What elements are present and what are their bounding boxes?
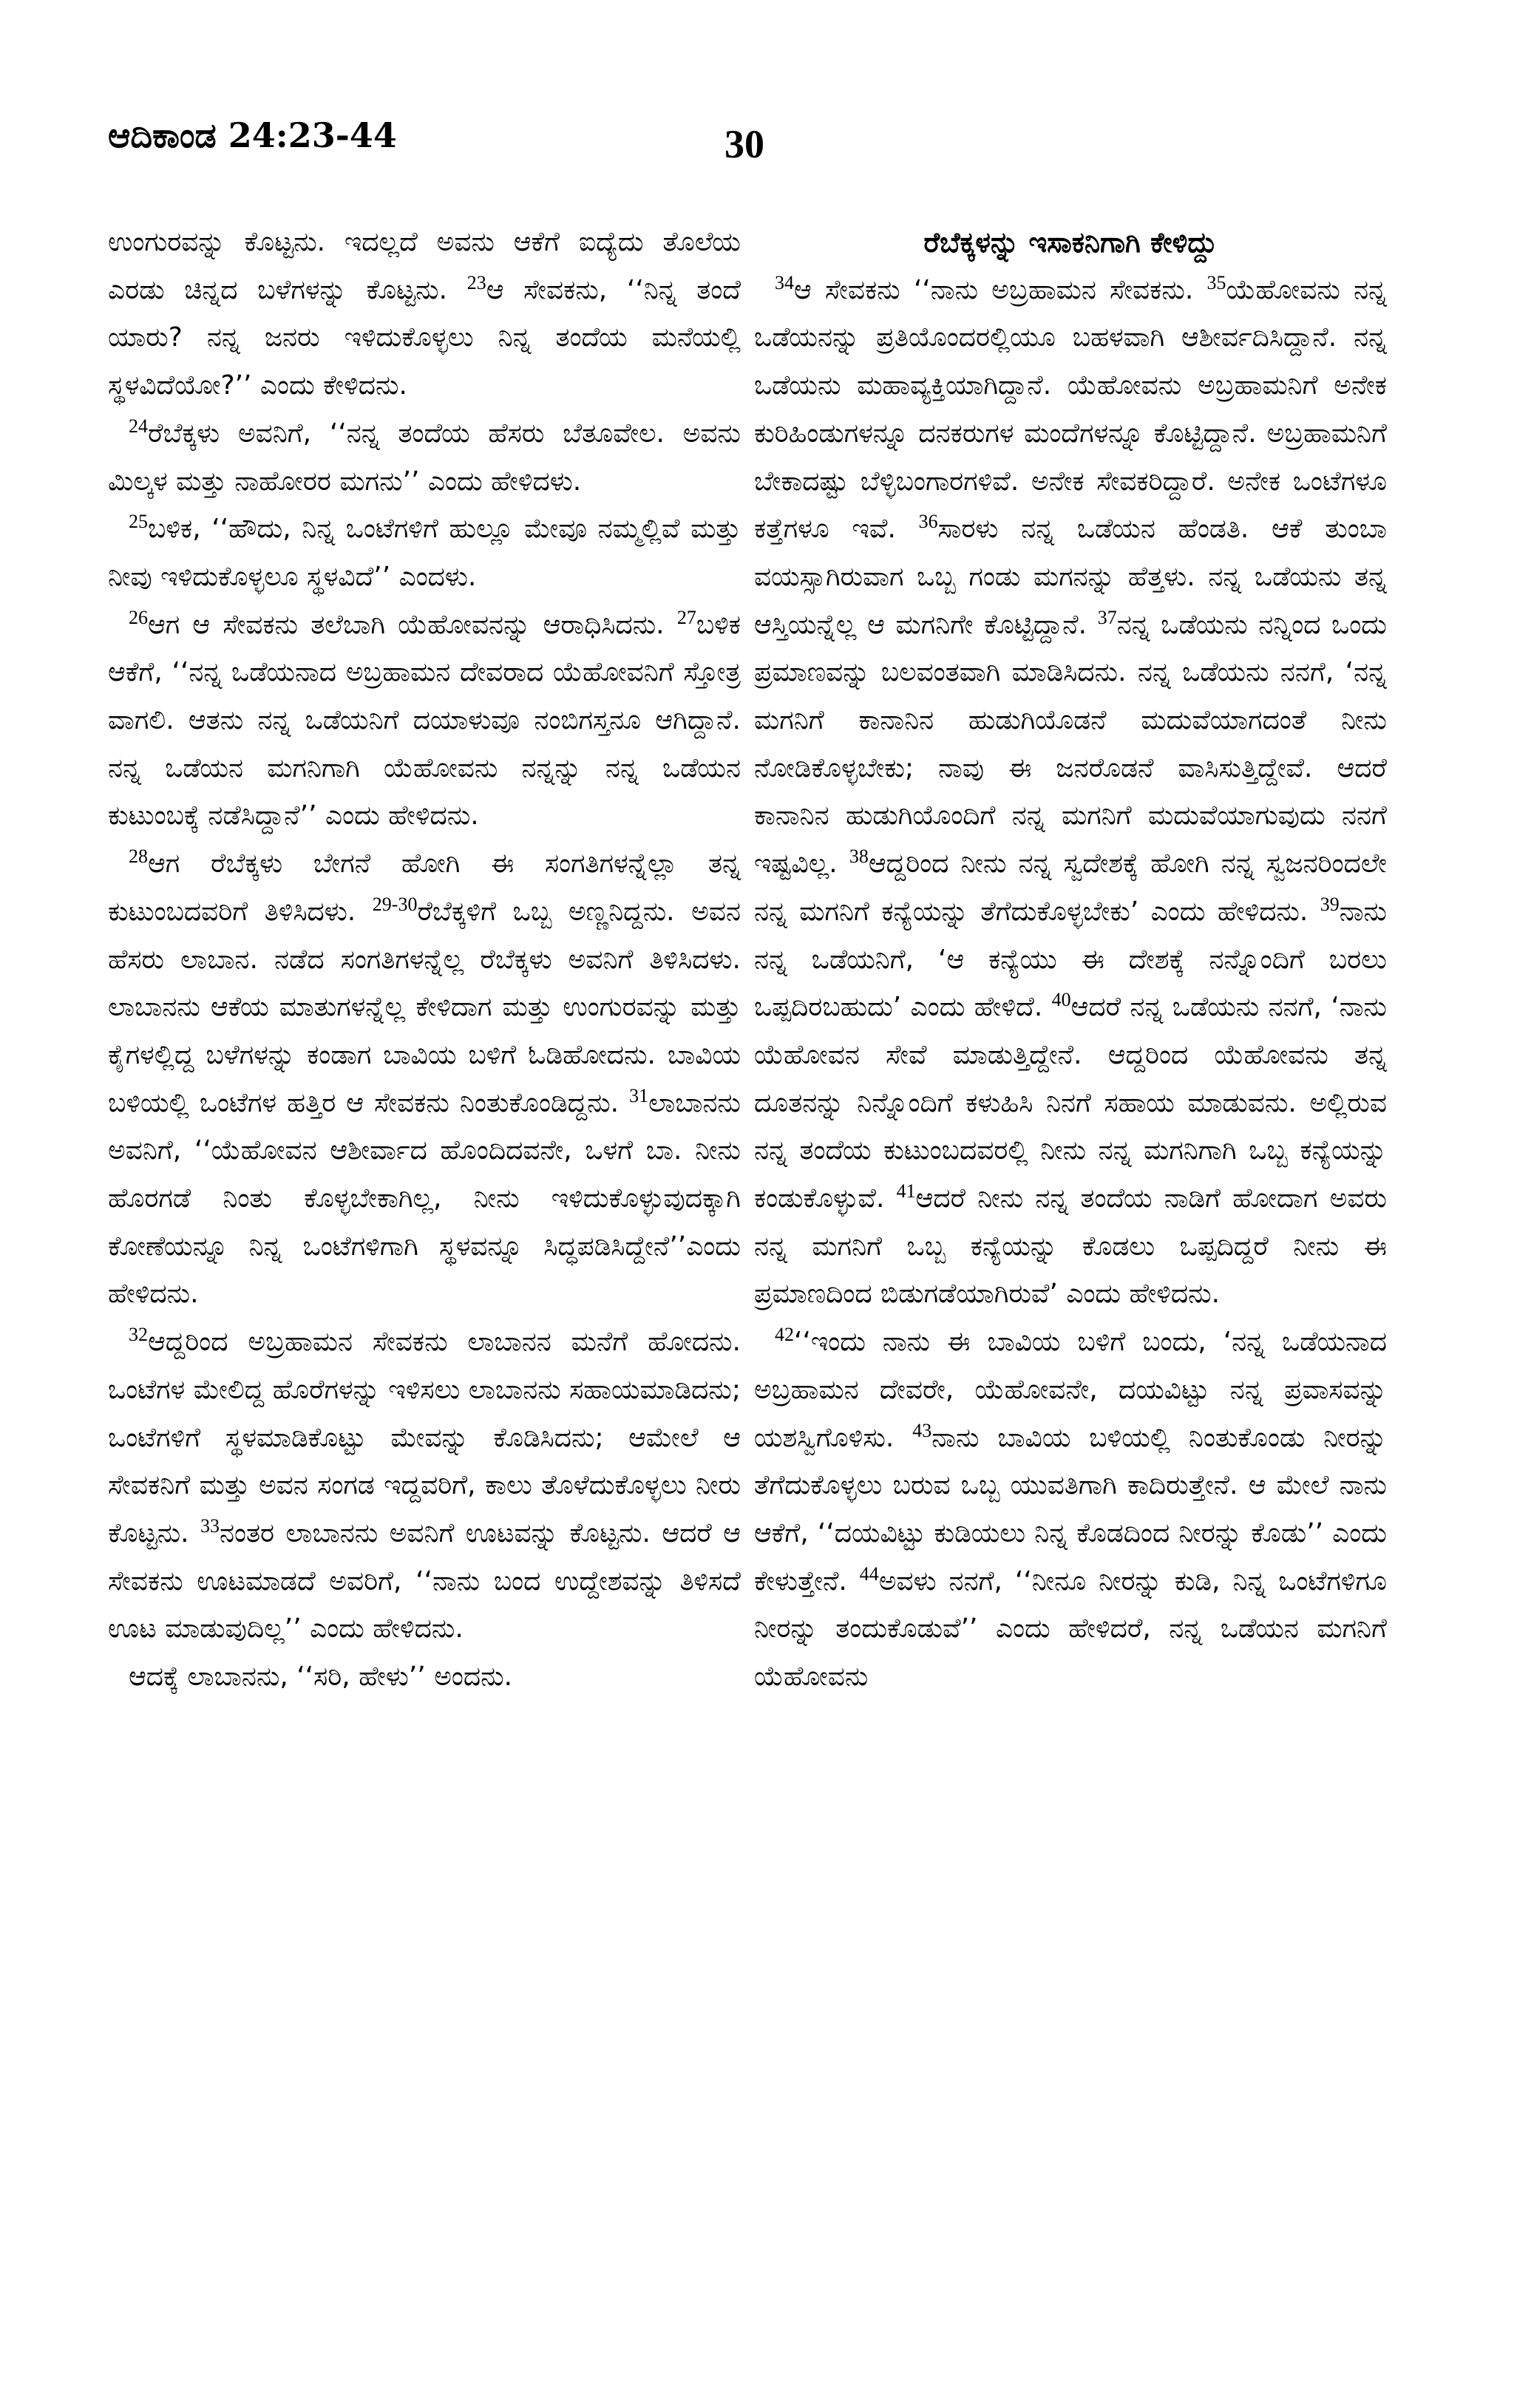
paragraph bbox=[108, 602, 741, 841]
book-reference: ಆದಿಕಾಂಡ 24:23-44 bbox=[108, 115, 397, 155]
verse-number: 38 bbox=[849, 846, 869, 868]
verse-text: ನಾನು ಬಾವಿಯ ಬಳಿಯಲ್ಲಿ ನಿಂತುಕೊಂಡು ನೀರನ್ನು ತೆಗೆದುಕೊಳ್ಳಲು ಬರುವ ಒಬ್ಬ ಯುವತಿಗಾಗಿ ಕಾದಿರುತ್ತೇನೆ. ಆ ಮೇಲೆ ನಾನು ಆಕೆಗೆ, ‘‘ದಯವಿಟ್ಟು ಕುಡಿಯಲು ನಿನ್ನ ಕೊಡದಿಂದ ನೀರನ್ನು ಕೊಡು’’ ಎಂದು ಕೇಳುತ್ತೇನೆ. bbox=[754, 1422, 1387, 1596]
verse-number: 29-30 bbox=[372, 893, 418, 915]
verse-text: ಆದ್ದರಿಂದ ನೀನು ನನ್ನ ಸ್ವದೇಶಕ್ಕೆ ಹೋಗಿ ನನ್ನ ಸ್ವಜನರಿಂದಲೇ ನನ್ನ ಮಗನಿಗೆ ಕನ್ಯೆಯನ್ನು ತೆಗೆದುಕೊಳ್ಳಬೇಕು’ ಎಂದು ಹೇಳಿದನು. bbox=[754, 848, 1387, 927]
verse-number: 32 bbox=[129, 1324, 148, 1346]
verse-number: 39 bbox=[1320, 893, 1340, 915]
verse-number: 41 bbox=[896, 1180, 916, 1203]
paragraph bbox=[754, 1319, 1387, 1701]
page-number: 30 bbox=[724, 122, 764, 166]
verse-text: ನಾನು ನನ್ನ ಒಡೆಯನಿಗೆ, ‘ಆ ಕನ್ಯೆಯು ಈ ದೇಶಕ್ಕೆ ನನ್ನೊಂದಿಗೆ ಬರಲು ಒಪ್ಪದಿರಬಹುದು’ ಎಂದು ಹೇಳಿದೆ. bbox=[754, 896, 1387, 1023]
verse-number: 42 bbox=[775, 1324, 794, 1346]
verse-number: 35 bbox=[1206, 271, 1226, 293]
verse-text: ಆಗ ಆ ಸೇವಕನು ತಲೆಬಾಗಿ ಯೆಹೋವನನ್ನು ಆರಾಧಿಸಿದನು. bbox=[148, 609, 665, 640]
section-heading: ರೆಬೆಕ್ಕಳನ್ನು ಇಸಾಕನಿಗಾಗಿ ಕೇಳಿದ್ದು bbox=[923, 226, 1218, 259]
verse-text: ಆದ್ದರಿಂದ ಅಬ್ರಹಾಮನ ಸೇವಕನು ಲಾಬಾನನ ಮನೆಗೆ ಹೋದನು. ಒಂಟೆಗಳ ಮೇಲಿದ್ದ ಹೊರೆಗಳನ್ನು ಇಳಿಸಲು ಲಾಬಾನನು ಸಹಾಯಮಾಡಿದನು; ಒಂಟೆಗಳಿಗೆ ಸ್ಥಳಮಾಡಿಕೊಟ್ಟು ಮೇವನ್ನು ಕೊಡಿಸಿದನು; ಆಮೇಲೆ ಆ ಸೇವಕನಿಗೆ ಮತ್ತು ಅವನ ಸಂಗಡ ಇದ್ದವರಿಗೆ, ಕಾಲು ತೊಳೆದುಕೊಳ್ಳಲು ನೀರು ಕೊಟ್ಟನು. bbox=[108, 1327, 741, 1548]
paragraph bbox=[108, 840, 741, 1319]
verse-text: ಅವಳು ನನಗೆ, ‘‘ನೀನೂ ನೀರನ್ನು ಕುಡಿ, ನಿನ್ನ ಒಂಟೆಗಳಿಗೂ ನೀರನ್ನು ತಂದುಕೊಡುವೆ’’ ಎಂದು ಹೇಳಿದರೆ, ನನ್ನ ಒಡೆಯನ ಮಗನಿಗೆ ಯೆಹೋವನು bbox=[754, 1565, 1387, 1693]
verse-number: 24 bbox=[129, 415, 148, 437]
verse-number: 44 bbox=[859, 1562, 879, 1585]
verse-text: ಯೆಹೋವನು ನನ್ನ ಒಡೆಯನನ್ನು ಪ್ರತಿಯೊಂದರಲ್ಲಿಯೂ ಬಹಳವಾಗಿ ಆಶೀರ್ವದಿಸಿದ್ದಾನೆ. ನನ್ನ ಒಡೆಯನು ಮಹಾವ್ಯಕ್ತಿಯಾಗಿದ್ದಾನೆ. ಯೆಹೋವನು ಅಬ್ರಹಾಮನಿಗೆ ಅನೇಕ ಕುರಿಹಿಂಡುಗಳನ್ನೂ ದನಕರುಗಳ ಮಂದೆಗಳನ್ನೂ ಕೊಟ್ಟಿದ್ದಾನೆ. ಅಬ್ರಹಾಮನಿಗೆ ಬೇಕಾದಷ್ಟು ಬೆಳ್ಳಿಬಂಗಾರಗಳಿವೆ. ಅನೇಕ ಸೇವಕರಿದ್ದಾರೆ. ಅನೇಕ ಒಂಟೆಗಳೂ ಕತ್ತೆಗಳೂ ಇವೆ. bbox=[754, 274, 1387, 545]
verse-text: ಆದರೆ ನೀನು ನನ್ನ ತಂದೆಯ ನಾಡಿಗೆ ಹೋದಾಗ ಅವರು ನನ್ನ ಮಗನಿಗೆ ಒಬ್ಬ ಕನ್ಯೆಯನ್ನು ಕೊಡಲು ಒಪ್ಪದಿದ್ದರೆ ನೀನು ಈ ಪ್ರಮಾಣದಿಂದ ಬಿಡುಗಡೆಯಾಗಿರುವೆ’ ಎಂದು ಹೇಳಿದನು. bbox=[754, 1183, 1387, 1310]
verse-number: 34 bbox=[775, 271, 794, 293]
verse-text: ಉಂಗುರವನ್ನು ಕೊಟ್ಟನು. ಇದಲ್ಲದೆ ಅವನು ಆಕೆಗೆ ಐದ್ಯೆದು ತೊಲೆಯ ಎರಡು ಚಿನ್ನದ ಬಳೆಗಳನ್ನು ಕೊಟ್ಟನು. bbox=[108, 227, 741, 305]
verse-text: ನನ್ನ ಒಡೆಯನು ನನ್ನಿಂದ ಒಂದು ಪ್ರಮಾಣವನ್ನು ಬಲವಂತವಾಗಿ ಮಾಡಿಸಿದನು. ನನ್ನ ಒಡೆಯನು ನನಗೆ, ‘ನನ್ನ ಮಗನಿಗೆ ಕಾನಾನಿನ ಹುಡುಗಿಯೊಡನೆ ಮದುವೆಯಾಗದಂತೆ ನೀನು ನೋಡಿಕೊಳ್ಳಬೇಕು; ನಾವು ಈ ಜನರೊಡನೆ ವಾಸಿಸುತ್ತಿದ್ದೇವೆ. ಆದರೆ ಕಾನಾನಿನ ಹುಡುಗಿಯೊಂದಿಗೆ ನನ್ನ ಮಗನಿಗೆ ಮದುವೆಯಾಗುವುದು ನನಗೆ ಇಷ್ಟವಿಲ್ಲ. bbox=[754, 609, 1387, 880]
verse-text: ಸಾರಳು ನನ್ನ ಒಡೆಯನ ಹೆಂಡತಿ. ಆಕೆ ತುಂಬಾ ವಯಸ್ಸಾಗಿರುವಾಗ ಒಬ್ಬ ಗಂಡು ಮಗನನ್ನು ಹೆತ್ತಳು. ನನ್ನ ಒಡೆಯನು ತನ್ನ ಆಸ್ತಿಯನ್ನೆಲ್ಲ ಆ ಮಗನಿಗೇ ಕೊಟ್ಟಿದ್ದಾನೆ. bbox=[754, 514, 1387, 640]
verse-text: ಆ ಸೇವಕನು, ‘‘ನಿನ್ನ ತಂದೆ ಯಾರು? ನನ್ನ ಜನರು ಇಳಿದುಕೊಳ್ಳಲು ನಿನ್ನ ತಂದೆಯ ಮನೆಯಲ್ಲಿ ಸ್ಥಳವಿದೆಯೋ?’’ ಎಂದು ಕೇಳಿದನು. bbox=[108, 274, 741, 401]
paragraph bbox=[108, 410, 741, 506]
verse-text: ನಂತರ ಲಾಬಾನನು ಅವನಿಗೆ ಊಟವನ್ನು ಕೊಟ್ಟನು. ಆದರೆ ಆ ಸೇವಕನು ಊಟಮಾಡದೆ ಅವರಿಗೆ, ‘‘ನಾನು ಬಂದ ಉದ್ದೇಶವನ್ನು ತಿಳಿಸದೆ ಊಟ ಮಾಡುವುದಿಲ್ಲ’’ ಎಂದು ಹೇಳಿದನು. bbox=[108, 1517, 741, 1645]
verse-text: ಬಳಿಕ ಆಕೆಗೆ, ‘‘ನನ್ನ ಒಡೆಯನಾದ ಅಬ್ರಹಾಮನ ದೇವರಾದ ಯೆಹೋವನಿಗೆ ಸ್ತೋತ್ರ ವಾಗಲಿ. ಆತನು ನನ್ನ ಒಡೆಯನಿಗೆ ದಯಾಳುವೂ ನಂಬಿಗಸ್ತನೂ ಆಗಿದ್ದಾನೆ. ನನ್ನ ಒಡೆಯನ ಮಗನಿಗಾಗಿ ಯೆಹೋವನು ನನ್ನನ್ನು ನನ್ನ ಒಡೆಯನ ಕುಟುಂಬಕ್ಕೆ ನಡೆಸಿದ್ದಾನೆ’’ ಎಂದು ಹೇಳಿದನು. bbox=[108, 609, 741, 831]
verse-number: 25 bbox=[129, 511, 148, 533]
left-column bbox=[108, 219, 741, 1701]
verse-text: ರೆಬೆಕ್ಕಳಿಗೆ ಒಬ್ಬ ಅಣ್ಣನಿದ್ದನು. ಅವನ ಹೆಸರು ಲಾಬಾನ. ನಡೆದ ಸಂಗತಿಗಳನ್ನೆಲ್ಲ ರೆಬೆಕ್ಕಳು ಅವನಿಗೆ ತಿಳಿಸಿದಳು. ಲಾಬಾನನು ಆಕೆಯ ಮಾತುಗಳನ್ನೆಲ್ಲ ಕೇಳಿದಾಗ ಮತ್ತು ಉಂಗುರವನ್ನು ಮತ್ತು ಕೈಗಳಲ್ಲಿದ್ದ ಬಳೆಗಳನ್ನು ಕಂಡಾಗ ಬಾವಿಯ ಬಳಿಗೆ ಓಡಿಹೋದನು. ಬಾವಿಯ ಬಳಿಯಲ್ಲಿ ಒಂಟೆಗಳ ಹತ್ತಿರ ಆ ಸೇವಕನು ನಿಂತುಕೊಂಡಿದ್ದನು. bbox=[108, 896, 741, 1118]
verse-number: 23 bbox=[466, 271, 486, 293]
verse-text: ಆದರೆ ನನ್ನ ಒಡೆಯನು ನನಗೆ, ‘ನಾನು ಯೆಹೋವನ ಸೇವೆ ಮಾಡುತ್ತಿದ್ದೇನೆ. ಆದ್ದರಿಂದ ಯೆಹೋವನು ತನ್ನ ದೂತನನ್ನು ನಿನ್ನೊಂದಿಗೆ ಕಳುಹಿಸಿ ನಿನಗೆ ಸಹಾಯ ಮಾಡುವನು. ಅಲ್ಲಿರುವ ನನ್ನ ತಂದೆಯ ಕುಟುಂಬದವರಲ್ಲಿ ನೀನು ನನ್ನ ಮಗನಿಗಾಗಿ ಒಬ್ಬ ಕನ್ಯೆಯನ್ನು ಕಂಡುಕೊಳ್ಳುವೆ. bbox=[754, 992, 1387, 1214]
verse-text: ಬಳಿಕ, ‘‘ಹೌದು, ನಿನ್ನ ಒಂಟೆಗಳಿಗೆ ಹುಲ್ಲೂ ಮೇವೂ ನಮ್ಮಲ್ಲಿವೆ ಮತ್ತು ನೀವು ಇಳಿದುಕೊಳ್ಳಲೂ ಸ್ಥಳವಿದೆ’’ ಎಂದಳು. bbox=[108, 514, 741, 592]
verse-text: ಆದಕ್ಕೆ ಲಾಬಾನನು, ‘‘ಸರಿ, ಹೇಳು’’ ಅಂದನು. bbox=[129, 1662, 513, 1693]
verse-text: ಆಗ ರೆಬೆಕ್ಕಳು ಬೇಗನೆ ಹೋಗಿ ಈ ಸಂಗತಿಗಳನ್ನೆಲ್ಲಾ ತನ್ನ ಕುಟುಂಬದವರಿಗೆ ತಿಳಿಸಿದಳು. bbox=[108, 848, 741, 927]
verse-number: 31 bbox=[629, 1084, 649, 1106]
verse-text: ‘‘ಇಂದು ನಾನು ಈ ಬಾವಿಯ ಬಳಿಗೆ ಬಂದು, ‘ನನ್ನ ಒಡೆಯನಾದ ಅಬ್ರಹಾಮನ ದೇವರೇ, ಯೆಹೋವನೇ, ದಯವಿಟ್ಟು ನನ್ನ ಪ್ರವಾಸವನ್ನು ಯಶಸ್ವಿಗೊಳಿಸು. bbox=[754, 1327, 1387, 1453]
paragraph bbox=[108, 1653, 741, 1701]
paragraph bbox=[754, 267, 1387, 1319]
verse-number: 33 bbox=[200, 1514, 220, 1537]
paragraph bbox=[108, 1319, 741, 1653]
verse-number: 43 bbox=[912, 1419, 932, 1441]
verse-text: ಆ ಸೇವಕನು ‘‘ನಾನು ಅಬ್ರಹಾಮನ ಸೇವಕನು. bbox=[794, 274, 1194, 305]
verse-number: 40 bbox=[1051, 989, 1071, 1011]
right-column bbox=[754, 219, 1387, 1701]
verse-number: 36 bbox=[918, 511, 938, 533]
verse-text: ಲಾಬಾನನು ಅವನಿಗೆ, ‘‘ಯೆಹೋವನ ಆಶೀರ್ವಾದ ಹೊಂದಿದವನೇ, ಒಳಗೆ ಬಾ. ನೀನು ಹೊರಗಡೆ ನಿಂತು ಕೊಳ್ಳಬೇಕಾಗಿಲ್ಲ, ನೀನು ಇಳಿದುಕೊಳ್ಳುವುದಕ್ಕಾಗಿ ಕೋಣೆಯನ್ನೂ ನಿನ್ನ ಒಂಟೆಗಳಿಗಾಗಿ ಸ್ಥಳವನ್ನೂ ಸಿದ್ಧಪಡಿಸಿದ್ದೇನೆ’’ಎಂದು ಹೇಳಿದನು. bbox=[108, 1087, 741, 1310]
verse-number: 27 bbox=[676, 606, 696, 628]
verse-text: ರೆಬೆಕ್ಕಳು ಅವನಿಗೆ, ‘‘ನನ್ನ ತಂದೆಯ ಹೆಸರು ಬೆತೂವೇಲ. ಅವನು ಮಿಲ್ಕಳ ಮತ್ತು ನಾಹೋರರ ಮಗನು’’ ಎಂದು ಹೇಳಿದಳು. bbox=[108, 418, 741, 497]
verse-number: 37 bbox=[1097, 606, 1117, 628]
paragraph bbox=[108, 219, 741, 410]
verse-number: 28 bbox=[129, 846, 148, 868]
verse-number: 26 bbox=[129, 606, 148, 628]
paragraph bbox=[108, 506, 741, 601]
